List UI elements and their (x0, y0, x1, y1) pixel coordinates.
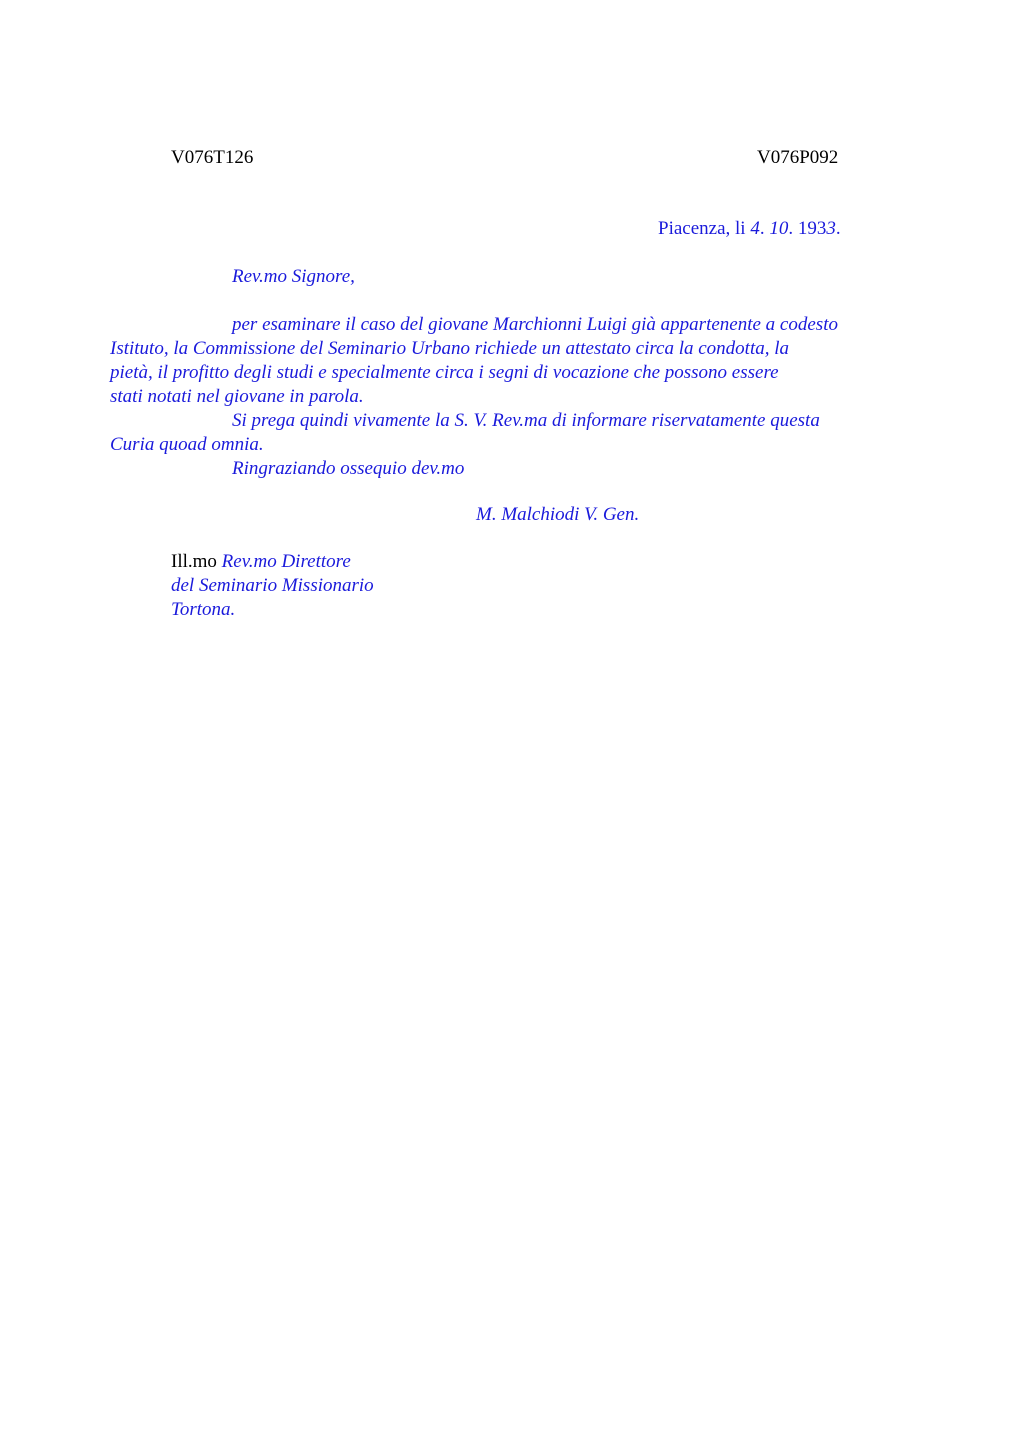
signature: M. Malchiodi V. Gen. (476, 504, 640, 525)
date-year-suffix: 3 (826, 218, 836, 239)
date-end: . (835, 218, 841, 239)
addressee-prefix: Ill.mo (171, 551, 222, 572)
body-paragraph-2 (110, 409, 916, 457)
addressee-block (171, 550, 374, 622)
body-line: stati notati nel giovane in parola. (110, 386, 364, 407)
body-line: Istituto, la Commissione del Seminario Urbano richiede un attestato circa la condotta, la (110, 338, 790, 359)
body-paragraph-1 (110, 313, 916, 409)
date-separator-2: . (788, 218, 798, 239)
addressee-line-2: del Seminario Missionario (171, 575, 374, 596)
date-month: 10 (769, 218, 789, 239)
date-separator-1: . (759, 218, 770, 239)
date-line (658, 217, 841, 241)
date-year-prefix: 193 (797, 218, 827, 239)
addressee-line-3: Tortona. (171, 599, 236, 620)
salutation: Rev.mo Signore, (232, 266, 355, 287)
reference-code-right: V076P092 (757, 147, 839, 168)
addressee-title: Rev.mo Direttore (221, 551, 351, 572)
body-line: Curia quoad omnia. (110, 434, 264, 455)
addressee-line-1 (171, 550, 374, 574)
date-place: Piacenza, li (658, 218, 751, 239)
body-line: Si prega quindi vivamente la S. V. Rev.ma di informare riservatamente questa (232, 410, 820, 431)
reference-code-left: V076T126 (171, 147, 254, 168)
body-line: Ringraziando ossequio dev.mo (232, 458, 465, 479)
body-paragraph-3 (171, 457, 916, 481)
body-line: per esaminare il caso del giovane Marchionni Luigi già appartenente a codesto (232, 314, 838, 335)
body-line: pietà, il profitto degli studi e specialmente circa i segni di vocazione che possono essere (110, 362, 779, 383)
letter-body (110, 313, 916, 481)
date-day: 4 (750, 218, 760, 239)
